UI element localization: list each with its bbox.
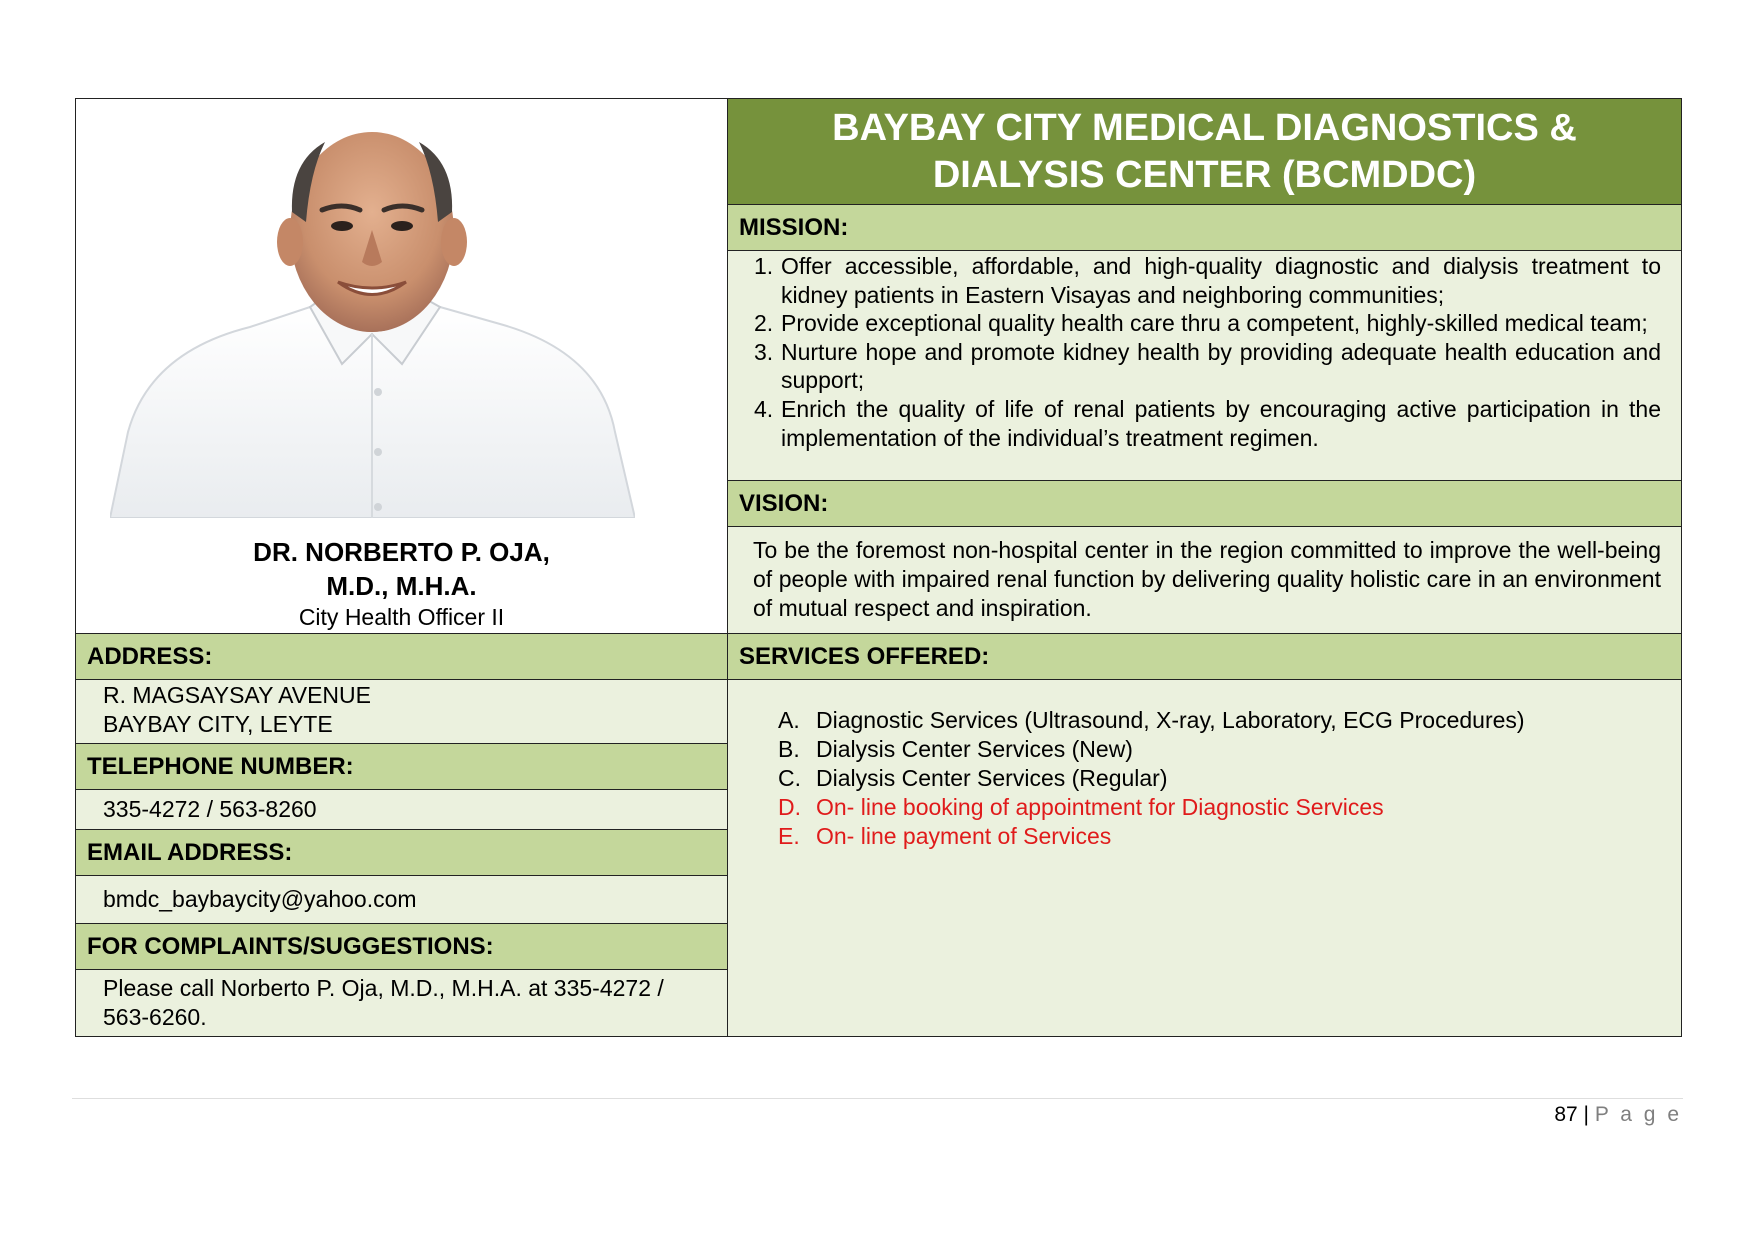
officer-name-line2: M.D., M.H.A. <box>326 571 477 601</box>
vision-body <box>728 527 1681 633</box>
mission-label <box>728 205 1681 250</box>
service-item-online-booking: D. On- line booking of appointment for Diagnostic Services <box>778 794 1384 820</box>
mission-item: 4. Enrich the quality of life of renal patients by encouraging active participation in the implementation of the individual’s treatment regimen. <box>754 395 1661 451</box>
services-label <box>728 634 1681 679</box>
complaints-body <box>76 970 727 1036</box>
center-title-line1: BAYBAY CITY MEDICAL DIAGNOSTICS & <box>832 106 1577 149</box>
service-item: A. Diagnostic Services (Ultrasound, X-ray, Laboratory, ECG Procedures) <box>778 707 1525 733</box>
service-item: B. Dialysis Center Services (New) <box>778 736 1133 762</box>
address-body <box>76 680 727 743</box>
service-item-online-payment: E. On- line payment of Services <box>778 823 1112 849</box>
mission-body <box>728 251 1681 480</box>
address-line2: BAYBAY CITY, LEYTE <box>103 711 333 737</box>
mission-item: 3. Nurture hope and promote kidney health by providing adequate health education and support; <box>754 338 1661 394</box>
officer-portrait-image <box>110 102 635 518</box>
vision-label-text: VISION: <box>739 489 829 517</box>
services-label-text: SERVICES OFFERED: <box>739 642 990 670</box>
complaints-line1: Please call Norberto P. Oja, M.D., M.H.A. at 335-4272 / <box>103 975 664 1001</box>
page-number-value: 87 <box>1554 1103 1578 1126</box>
officer-photo <box>110 102 635 518</box>
telephone-label <box>76 744 727 789</box>
officer-name-block <box>76 528 727 633</box>
email-label-text: EMAIL ADDRESS: <box>87 838 293 866</box>
center-title-line2: DIALYSIS CENTER (BCMDDC) <box>932 153 1477 196</box>
complaints-line2: 563-6260. <box>103 1004 207 1030</box>
address-label-text: ADDRESS: <box>87 642 213 670</box>
address-line1: R. MAGSAYSAY AVENUE <box>103 682 371 708</box>
email-label <box>76 830 727 875</box>
services-list <box>778 706 1681 851</box>
mission-item: 2. Provide exceptional quality health care thru a competent, highly-skilled medical team; <box>754 310 1648 337</box>
page-word: P a g e <box>1594 1103 1682 1126</box>
email-value[interactable]: bmdc_baybaycity@yahoo.com <box>103 886 417 912</box>
center-title-band <box>728 99 1681 204</box>
mission-label-text: MISSION: <box>739 213 849 241</box>
footer-rule <box>72 1098 1683 1099</box>
mission-list <box>728 252 1681 452</box>
complaints-label-text: FOR COMPLAINTS/SUGGESTIONS: <box>87 932 494 960</box>
telephone-label-text: TELEPHONE NUMBER: <box>87 752 354 780</box>
officer-name-line1: DR. NORBERTO P. OJA, <box>253 537 550 567</box>
services-body <box>728 680 1681 1036</box>
service-item: C. Dialysis Center Services (Regular) <box>778 765 1168 791</box>
mission-item: 1. Offer accessible, affordable, and high-quality diagnostic and dialysis treatment to kidney patients in Eastern Visayas and neighboring communities; <box>754 253 1661 308</box>
address-label <box>76 634 727 679</box>
email-body <box>76 876 727 923</box>
officer-position: City Health Officer II <box>298 604 505 630</box>
page-number <box>1554 1103 1682 1127</box>
telephone-body <box>76 790 727 829</box>
telephone-value: 335-4272 / 563-8260 <box>103 796 317 822</box>
vision-label <box>728 481 1681 526</box>
page-separator: | <box>1583 1103 1589 1126</box>
vision-text: To be the foremost non-hospital center in the region committed to improve the well-being of people with impaired renal function by delivering quality holistic care in an environment of mutual respect and inspiration. <box>753 537 1661 621</box>
complaints-label <box>76 924 727 969</box>
